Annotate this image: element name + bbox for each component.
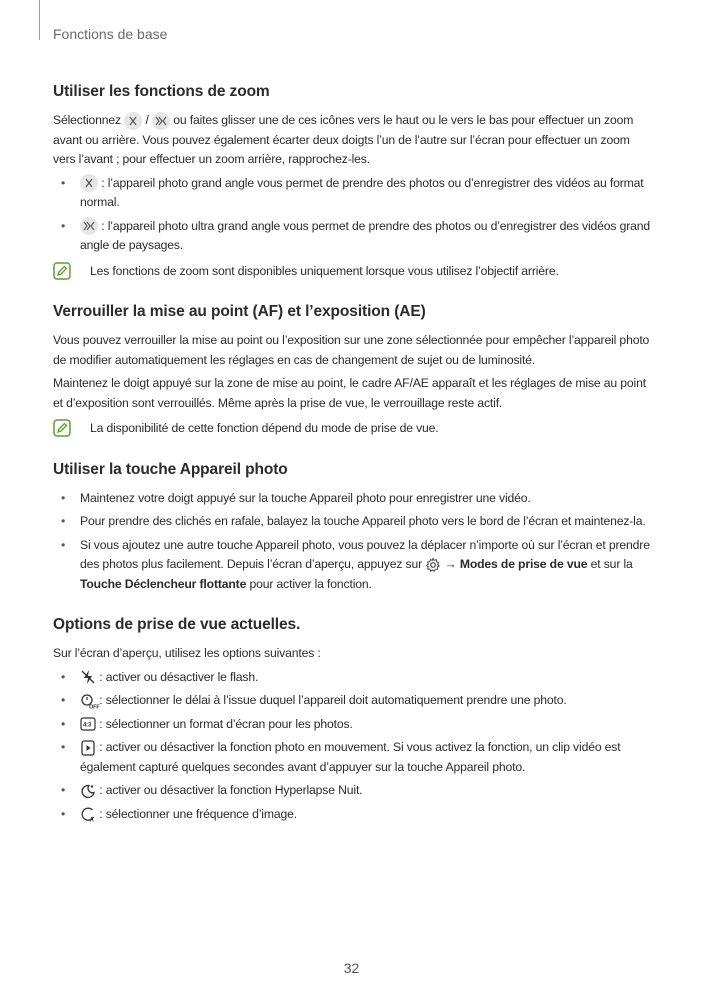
list-item [53, 805, 653, 825]
breadcrumb-arrow: → [444, 557, 457, 571]
list-item-text: Maintenez votre doigt appuyé sur la touche Appareil photo pour enregistrer une vidéo. [80, 490, 531, 505]
list-item-text: : activer ou désactiver la fonction Hyperlapse Nuit. [99, 783, 363, 797]
running-header: Fonctions de base [53, 26, 168, 42]
section-af-ae-lock [53, 303, 653, 439]
zoom-lens-list [53, 174, 653, 256]
note-text: Les fonctions de zoom sont disponibles uniquement lorsque vous utilisez l’objectif arrière. [90, 263, 559, 278]
header-rule [39, 0, 40, 40]
lock-note [53, 419, 653, 439]
aspect-ratio-icon [80, 716, 96, 732]
section-camera-button [53, 461, 653, 595]
lock-para-2: Maintenez le doigt appuyé sur la zone de mise au point, le cadre AF/AE apparaît et les réglages de mise au point et d’exposition sont verrouillés. Même après la prise de vue, le verrouillage reste actif. [53, 376, 646, 410]
list-item [53, 217, 653, 256]
bullet-dot: • [61, 537, 66, 552]
bullet-dot: • [61, 514, 66, 528]
list-item-text: pour activer la fonction. [249, 576, 372, 591]
bullet-dot: • [61, 806, 66, 821]
bullet-dot: • [61, 693, 66, 707]
list-item-text: : sélectionner une fréquence d’image. [99, 806, 297, 821]
note-pencil-icon [53, 262, 71, 280]
list-item-text: : sélectionner un format d’écran pour les photos. [99, 716, 353, 731]
zoom-heading: Utiliser les fonctions de zoom [53, 83, 270, 100]
zoom-intro-rest: ou faites glisser une de ces icônes vers le haut ou le vers le bas pour effectuer un zoom avant ou arrière. Vous pouvez également écarter deux doigts l’un de l’autre sur l’écran pour effectuer un zoom vers l’avant ; pour effectuer un zoom arrière, rapprochez-les. [53, 113, 634, 166]
options-intro: Sur l’écran d’aperçu, utilisez les options suivantes : [53, 646, 321, 660]
shutter-list [53, 489, 653, 595]
zoom-intro [53, 111, 653, 170]
list-item [53, 691, 653, 711]
menu-path-floating-shutter: Touche Déclencheur flottante [80, 576, 247, 591]
list-item-text: et sur la [590, 557, 633, 571]
list-item [53, 668, 653, 688]
wide-lens-icon [80, 174, 98, 192]
ultra-wide-lens-icon [152, 112, 170, 130]
lock-para-1: Vous pouvez verrouiller la mise au point ou l’exposition sur une zone sélectionnée pour empêcher l’appareil photo de modifier automatiquement les réglages en cas de changement de sujet ou de luminosité. [53, 333, 650, 367]
options-list [53, 668, 653, 825]
lock-heading: Verrouiller la mise au point (AF) et l’exposition (AE) [53, 303, 426, 320]
zoom-intro-start: Sélectionnez [53, 113, 121, 127]
bullet-dot: • [61, 740, 66, 754]
bullet-dot: • [61, 218, 66, 233]
options-heading: Options de prise de vue actuelles. [53, 616, 301, 633]
bullet-dot: • [61, 716, 66, 731]
frame-rate-icon [80, 806, 96, 822]
list-item-text: : activer ou désactiver la fonction photo en mouvement. Si vous activez la fonction, un clip vidéo est également capturé quelques secondes avant d’appuyer sur la touche Appareil photo. [80, 740, 621, 774]
list-item [53, 536, 653, 595]
zoom-intro-sep: / [145, 113, 149, 127]
page-number: 32 [343, 960, 360, 976]
list-item [53, 489, 653, 509]
timer-off-label: OFF [89, 704, 100, 711]
motion-photo-icon [80, 740, 96, 756]
settings-gear-icon [425, 557, 441, 573]
list-item-text: : sélectionner le délai à l’issue duquel l’appareil doit automatiquement prendre une photo. [99, 693, 567, 707]
wide-lens-icon [124, 112, 142, 130]
shutter-heading: Utiliser la touche Appareil photo [53, 460, 288, 478]
section-shooting-options [53, 616, 653, 824]
list-item-text: Si vous ajoutez une autre touche Appareil photo, vous pouvez la déplacer n’importe où sur l’écran et prendre des photos plus facilement. Depuis l’écran d’aperçu, appuyez sur [80, 537, 650, 571]
aspect-ratio-label: 4:3 [83, 722, 92, 729]
bullet-dot: • [61, 669, 66, 684]
list-item [53, 715, 653, 735]
list-item-text: : l’appareil photo grand angle vous permet de prendre des photos ou d’enregistrer des vidéos au format normal. [80, 175, 644, 209]
list-item [53, 174, 653, 213]
list-item-text: : l’appareil photo ultra grand angle vous permet de prendre des photos ou d’enregistrer des vidéos grand angle de paysages. [80, 218, 651, 252]
section-zoom [53, 83, 653, 281]
ultra-wide-lens-icon [80, 217, 98, 235]
zoom-note [53, 262, 653, 282]
list-item [53, 781, 653, 801]
page-content [53, 83, 653, 846]
list-item-text: Pour prendre des clichés en rafale, balayez la touche Appareil photo vers le bord de l’écran et maintenez-la. [80, 514, 646, 528]
list-item-text: : activer ou désactiver le flash. [99, 669, 259, 684]
hyperlapse-night-icon [80, 783, 96, 799]
note-pencil-icon [53, 419, 71, 437]
list-item [53, 512, 653, 532]
flash-off-icon [80, 669, 96, 685]
list-item [53, 738, 653, 777]
timer-off-icon [80, 693, 100, 711]
bullet-dot: • [61, 490, 66, 505]
note-text: La disponibilité de cette fonction dépend du mode de prise de vue. [90, 421, 439, 435]
bullet-dot: • [61, 783, 66, 797]
bullet-dot: • [61, 175, 66, 190]
menu-path-shooting-modes: Modes de prise de vue [459, 557, 588, 571]
frame-rate-label: A [89, 817, 94, 824]
